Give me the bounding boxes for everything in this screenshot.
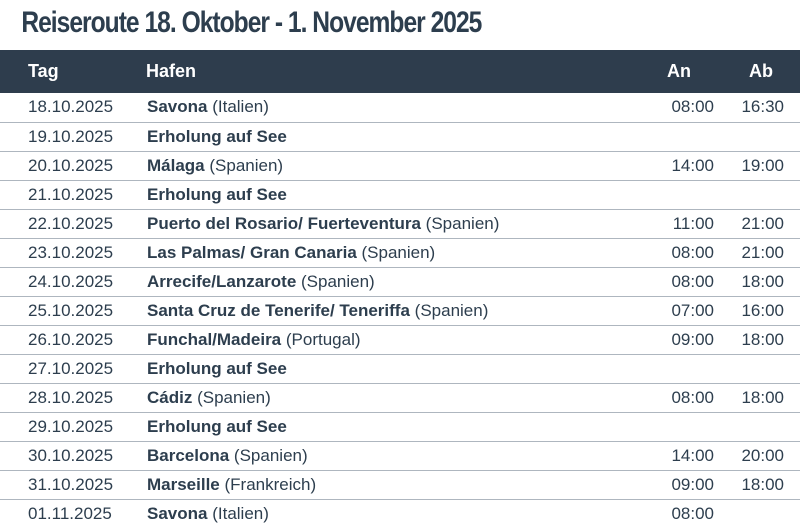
table-header-row <box>0 50 800 93</box>
table-row <box>0 499 800 528</box>
port-cell <box>146 354 644 383</box>
table-row <box>0 209 800 238</box>
departure-time: 18:00 <box>741 387 784 407</box>
port-cell <box>146 296 644 325</box>
arrival-time <box>644 180 724 209</box>
departure-time: 20:00 <box>741 445 784 465</box>
port-name: Erholung auf See <box>147 184 287 204</box>
date-cell: 24.10.2025 <box>28 271 114 291</box>
arrival-time <box>644 412 724 441</box>
port-name: Las Palmas/ Gran Canaria <box>147 242 357 262</box>
port-cell <box>146 325 644 354</box>
port-cell <box>146 441 644 470</box>
port-cell <box>146 238 644 267</box>
port-name: Marseille <box>147 474 220 494</box>
arrival-time: 09:00 <box>671 329 714 349</box>
port-country: (Spanien) <box>420 213 500 233</box>
date-cell: 22.10.2025 <box>28 213 114 233</box>
port-cell <box>146 412 644 441</box>
arrival-time: 09:00 <box>671 474 714 494</box>
port-cell <box>146 499 644 528</box>
date-cell: 18.10.2025 <box>28 97 114 117</box>
column-header-an: An <box>667 61 691 81</box>
date-cell: 28.10.2025 <box>28 387 114 407</box>
itinerary-table <box>0 50 800 528</box>
date-cell: 29.10.2025 <box>28 416 114 436</box>
table-row <box>0 151 800 180</box>
port-country: (Italien) <box>207 97 269 117</box>
arrival-time: 08:00 <box>671 97 714 117</box>
table-row <box>0 296 800 325</box>
page-title: Reiseroute 18. Oktober - 1. November 2025 <box>21 6 482 39</box>
table-row <box>0 383 800 412</box>
port-cell <box>146 180 644 209</box>
table-row <box>0 441 800 470</box>
port-name: Savona <box>147 503 208 523</box>
port-name: Barcelona <box>147 445 230 465</box>
port-country: (Spanien) <box>204 155 284 175</box>
port-country: (Frankreich) <box>219 474 317 494</box>
port-country: (Spanien) <box>409 300 489 320</box>
port-cell <box>146 122 644 151</box>
port-cell <box>146 267 644 296</box>
date-cell: 25.10.2025 <box>28 300 114 320</box>
port-name: Cádiz <box>147 387 193 407</box>
port-country: (Italien) <box>207 503 269 523</box>
departure-time: 18:00 <box>741 271 784 291</box>
port-cell <box>146 470 644 499</box>
departure-time <box>724 412 800 441</box>
column-header-tag: Tag <box>28 61 59 81</box>
arrival-time: 08:00 <box>671 271 714 291</box>
arrival-time: 08:00 <box>671 387 714 407</box>
date-cell: 27.10.2025 <box>28 358 114 378</box>
table-row <box>0 470 800 499</box>
port-name: Málaga <box>147 155 205 175</box>
port-cell <box>146 209 644 238</box>
arrival-time: 14:00 <box>671 445 714 465</box>
port-country: (Spanien) <box>229 445 308 465</box>
table-row <box>0 354 800 383</box>
port-name: Erholung auf See <box>147 358 287 378</box>
date-cell: 01.11.2025 <box>28 503 112 523</box>
port-name: Arrecife/Lanzarote <box>147 271 297 291</box>
column-header-hafen: Hafen <box>146 61 197 81</box>
departure-time: 19:00 <box>741 155 784 175</box>
departure-time: 21:00 <box>741 213 784 233</box>
column-header-ab: Ab <box>749 61 773 81</box>
port-cell <box>146 383 644 412</box>
port-name: Erholung auf See <box>147 126 287 146</box>
departure-time <box>724 180 800 209</box>
departure-time <box>724 122 800 151</box>
port-country: (Spanien) <box>296 271 375 291</box>
date-cell: 30.10.2025 <box>28 445 114 465</box>
table-row <box>0 325 800 354</box>
departure-time: 21:00 <box>741 242 784 262</box>
arrival-time: 07:00 <box>671 300 714 320</box>
port-name: Savona <box>147 97 208 117</box>
departure-time: 18:00 <box>741 474 784 494</box>
date-cell: 23.10.2025 <box>28 242 114 262</box>
arrival-time: 08:00 <box>671 242 714 262</box>
arrival-time <box>644 354 724 383</box>
port-country: (Spanien) <box>192 387 271 407</box>
port-cell <box>146 93 644 122</box>
date-cell: 19.10.2025 <box>28 126 114 146</box>
table-row <box>0 267 800 296</box>
date-cell: 31.10.2025 <box>28 474 114 494</box>
table-row <box>0 122 800 151</box>
port-name: Funchal/Madeira <box>147 329 282 349</box>
departure-time <box>724 354 800 383</box>
table-row <box>0 412 800 441</box>
date-cell: 20.10.2025 <box>28 155 114 175</box>
departure-time: 16:30 <box>741 97 784 117</box>
arrival-time <box>644 122 724 151</box>
departure-time: 18:00 <box>741 329 784 349</box>
departure-time <box>724 499 800 528</box>
departure-time: 16:00 <box>741 300 784 320</box>
port-name: Erholung auf See <box>147 416 287 436</box>
port-name: Puerto del Rosario/ Fuerteventura <box>147 213 421 233</box>
port-country: (Portugal) <box>281 329 361 349</box>
arrival-time: 11:00 <box>672 213 714 233</box>
port-cell <box>146 151 644 180</box>
arrival-time: 08:00 <box>671 503 714 523</box>
date-cell: 21.10.2025 <box>28 184 114 204</box>
table-row <box>0 93 800 122</box>
arrival-time: 14:00 <box>671 155 714 175</box>
port-country: (Spanien) <box>356 242 436 262</box>
table-row <box>0 180 800 209</box>
date-cell: 26.10.2025 <box>28 329 114 349</box>
port-name: Santa Cruz de Tenerife/ Teneriffa <box>147 300 410 320</box>
table-row <box>0 238 800 267</box>
